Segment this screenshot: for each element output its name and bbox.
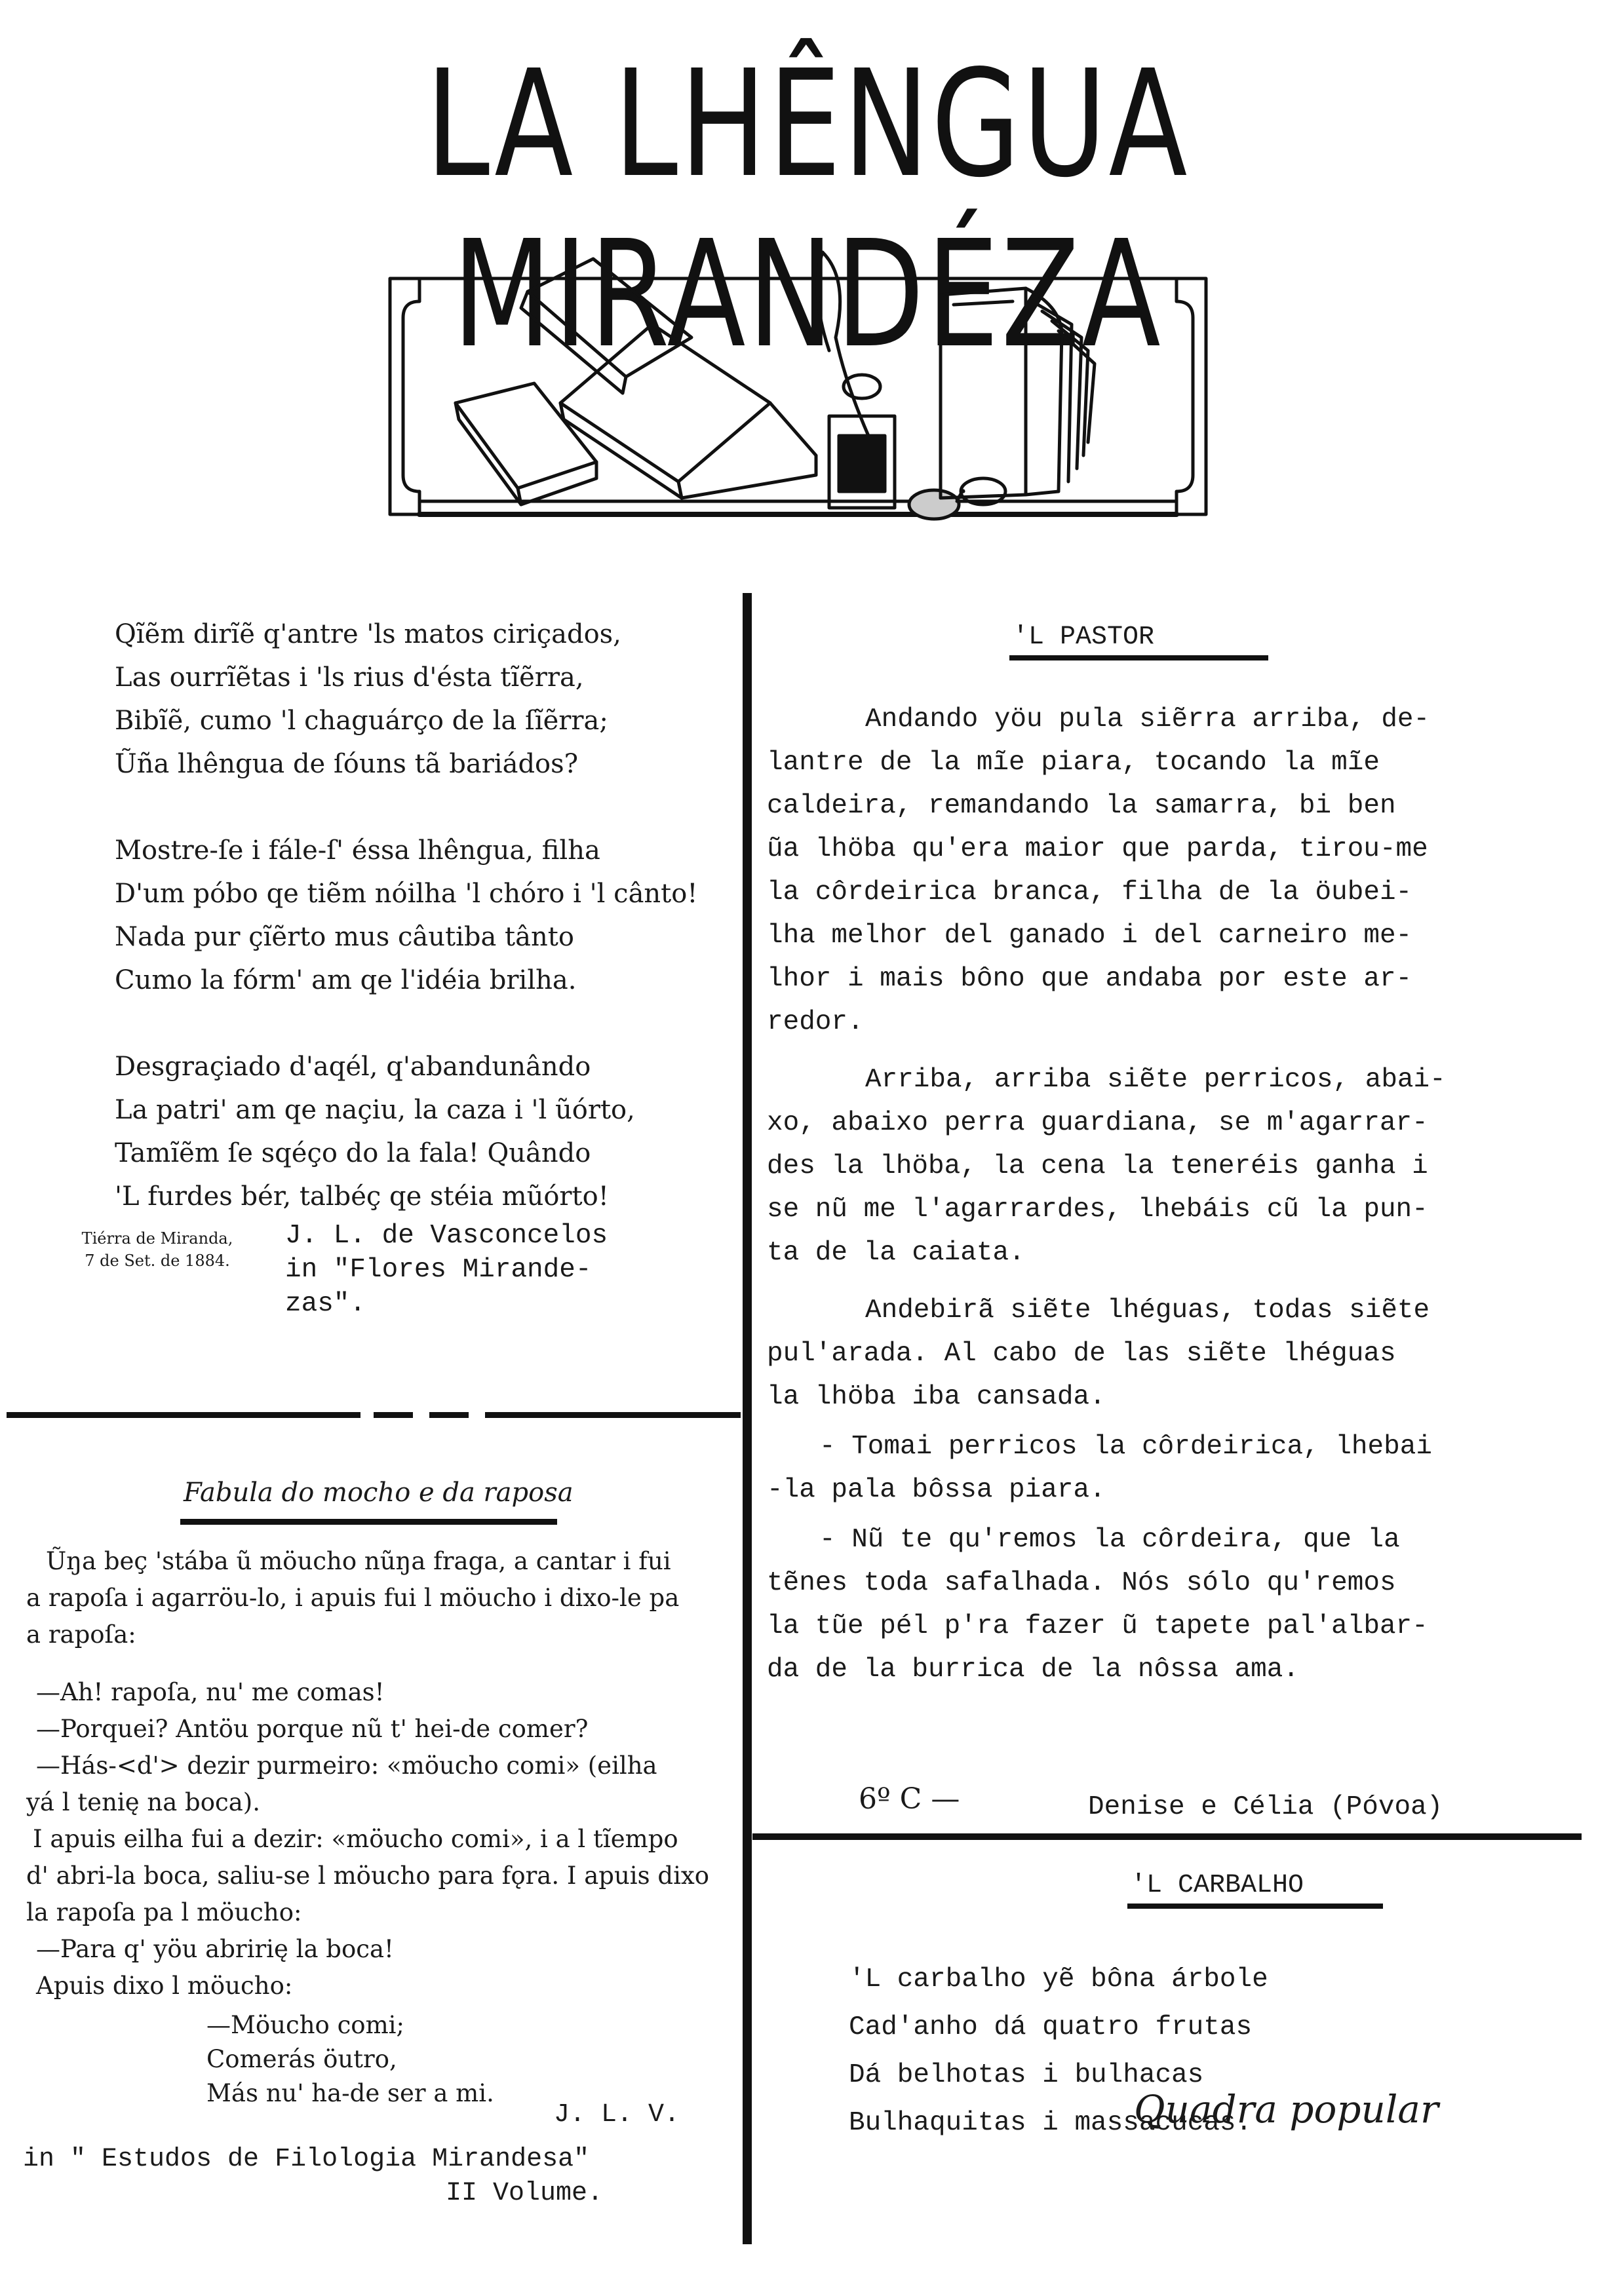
fable-line: Ũŋa beç 'stába ũ möucho nũŋa fraga, a cantar i fui [46,1547,671,1575]
carbalho-title-rule [1127,1904,1383,1909]
poem-line: Qĩẽm dirĩẽ q'antre 'ls matos ciriçados, [115,619,621,649]
pastor-text: Andando yöu pula siẽrra arriba, de- lantre de la mĩe piara, tocando la mĩe caldeira, remandando la samarra, bi ben ũa lhöba qu'era maior que parda, tirou-me la côrdeirica branca, filha de la öubei- lha melhor del ganado i del carneiro me- lhor i mais bôno que andaba por este ar- redor. Arriba, arriba siẽte perricos, abai- xo, abaixo perra guardiana, se m'agarrar- des la lhöba, la cena la teneréis ganha i se nũ me l'agarrardes, lhebáis cũ la pun- ta de la caiata. Andebirã siẽte lhéguas, todas siẽte pul'arada. Al cabo de las siẽte lhéguas la lhöba iba cansada. - Tomai perricos la côrdeirica, lhebai -la pala bôssa piara. - Nũ te qu'remos la côrdeira, que la tẽnes toda safalhada. Nós sólo qu'remos la tũe pél p'ra fazer ũ tapete pal'albar- da de la burrica de la nôssa ama. [767,704,1446,1685]
poem-line: Nada pur çĩẽrto mus câutiba tânto [115,922,574,952]
poem-line: D'um póbo qe tiẽm nóilha 'l chóro i 'l cânto! [115,879,698,909]
books-illustration [364,239,1232,554]
section-rule [485,1412,741,1418]
verse-line: Dá belhotas i bulhacas [849,2060,1204,2090]
verse-line: 'L carbalho yẽ bôna árbole [849,1964,1268,1995]
fable-line: la rapoſa pa l möucho: [26,1898,302,1926]
section-rule [7,1412,360,1418]
fable-volume: II Volume. [446,2179,604,2208]
fable-line: I apuis eilha fui a dezir: «möucho comi», i a l tĩempo [33,1825,678,1853]
fable-line: yá l tenię na boca). [26,1788,260,1816]
verse-line: Cad'anho dá quatro frutas [849,2012,1253,2042]
poem-line: Desgraçiado d'aqél, q'abandunândo [115,1052,591,1082]
poem-line: Cumo la fórm' am qe l'idéia brilha. [115,965,577,995]
fable-citation: in " Estudos de Filologia Mirandesa" [23,2145,590,2174]
section-rule-dash [429,1412,469,1418]
pastor-title-rule [1009,655,1268,660]
fable-line: —Porquei? Antöu porque nũ t' hei-de comer? [36,1715,589,1743]
fable-line: a rapoſa i agarröu-lo, i apuis fui l möucho i dixo-le pa [26,1584,680,1612]
fable-line: Apuis dixo l möucho: [36,1972,293,2000]
fable-title-rule [180,1519,557,1525]
section-rule-dash [374,1412,413,1418]
poem-line: 'L furdes bér, talbéç qe stéia mũórto! [115,1181,609,1212]
fable-text [26,1543,708,2004]
pastor-grade: 6º C — [859,1782,960,1816]
section-rule [752,1833,1582,1840]
verse-line: Bulhaquitas i massacucas. [849,2108,1253,2138]
poem-line: Ũña lhêngua de ſóuns tã bariádos? [115,749,579,779]
poem-flores-mirandezas [115,613,697,1218]
column-divider [743,593,752,2244]
fable-line: —Ah! rapoſa, nu' me comas! [36,1678,385,1706]
poem-line: Mostre-ſe i fále-ſ' éssa lhêngua, filha [115,835,600,866]
fable-verse: —Möucho comi; Comerás öutro, Más nu' ha-de ser a mi. [206,2011,494,2107]
carbalho-title: 'L CARBALHO [1131,1871,1304,1900]
fable-title: Fabula do mocho e da raposa [184,1478,574,1508]
pastor-title: 'L PASTOR [1013,622,1155,652]
fable-signature: J. L. V. [554,2100,680,2130]
poem-line: La patri' am qe naçiu, la caza i 'l ũórto, [115,1095,635,1125]
fable-line: —Hás-<d'> dezir purmeiro: «möucho comi» (eilha [36,1751,657,1780]
poem-line: Tamĩẽm ſe sqéço do la fala! Quândo [115,1138,591,1168]
quadra-popular-note: Quadra popular [1134,2087,1439,2132]
poem-author: J. L. de Vasconcelos in "Flores Mirande- zas". [285,1221,608,1319]
poem-line: Bibĩẽ, cumo 'l chaguárço de la ſĩẽrra; [115,706,608,736]
poem-source-note: Tiérra de Miranda, 7 de Set. de 1884. [81,1229,233,1270]
fable-line: —Para q' yöu abririę la boca! [36,1935,394,1963]
fable-line: d' abri-la boca, saliu-se l möucho para fǫra. I apuis dixo [26,1862,710,1890]
fable-line: a rapoſa: [26,1620,136,1649]
pastor-authors: Denise e Célia (Póvoa) [1088,1792,1443,1822]
masthead-title: LA LHÊNGUA MIRANDÉZA [425,39,1190,381]
poem-line: Las ourrĩẽtas i 'ls rius d'ésta tĩẽrra, [115,662,584,693]
